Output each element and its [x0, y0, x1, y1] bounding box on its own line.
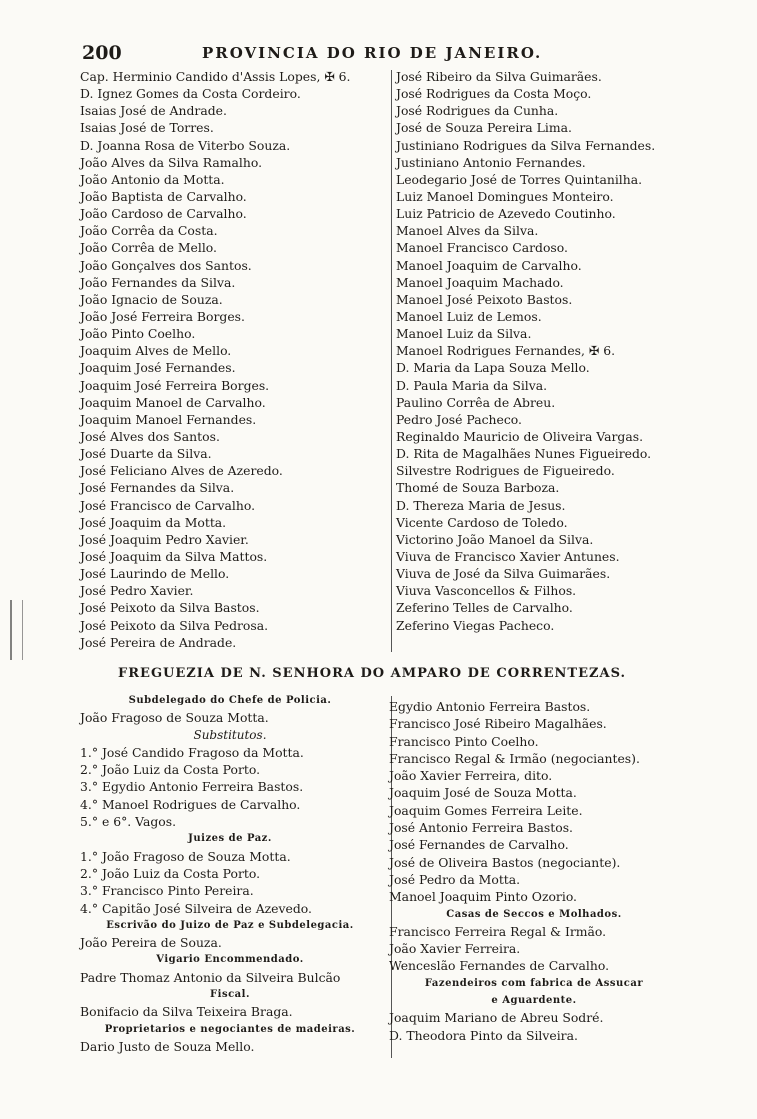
margin-mark [10, 600, 23, 660]
list-item: Paulino Corrêa de Abreu. [396, 394, 556, 410]
vigario-heading: Vigario Encommendado. [156, 954, 304, 966]
page-header [82, 42, 682, 64]
list-item: Manoel Joaquim Machado. [396, 274, 564, 290]
list-item: Manoel Rodrigues Fernandes, ✠ 6. [396, 343, 616, 359]
list-item: Joaquim José de Souza Motta. [389, 785, 577, 801]
juizes-heading: Juizes de Paz. [188, 833, 272, 845]
list-item: João Cardoso de Carvalho. [80, 206, 247, 222]
list-item: Viuva Vasconcellos & Filhos. [396, 583, 577, 599]
list-item: 2.° João Luiz da Costa Porto. [80, 865, 261, 881]
list-item: Viuva de José da Silva Guimarães. [396, 566, 611, 582]
list-item: João Alves da Silva Ramalho. [80, 154, 263, 170]
section-heading: FREGUEZIA DE N. SENHORA DO AMPARO DE CORRENTEZAS. [118, 666, 627, 681]
list-item: Joaquim Manoel de Carvalho. [80, 394, 266, 410]
list-item: 1.° João Fragoso de Souza Motta. [80, 848, 291, 864]
list-item: 3.° Francisco Pinto Pereira. [80, 883, 254, 899]
list-item: Joaquim Manoel Fernandes. [80, 411, 257, 427]
list-item: João Antonio da Motta. [80, 171, 225, 187]
list-item: Manoel Joaquim de Carvalho. [396, 257, 582, 273]
list-item: 1.° José Candido Fragoso da Motta. [80, 744, 304, 760]
list-item: Manoel Alves da Silva. [396, 223, 539, 239]
list-item: José Francisco de Carvalho. [80, 497, 256, 513]
list-item: Joaquim Alves de Mello. [80, 343, 232, 359]
fazendeiros-heading-cont: e Aguardente. [491, 995, 577, 1007]
list-item: José Duarte da Silva. [80, 446, 212, 462]
list-item: D. Paula Maria da Silva. [396, 377, 548, 393]
list-item: Luiz Manoel Domingues Monteiro. [396, 188, 614, 204]
fiscal-heading: Fiscal. [210, 989, 250, 1001]
list-item: José Antonio Ferreira Bastos. [389, 820, 573, 836]
list-item: João José Ferreira Borges. [80, 308, 245, 324]
list-item: Silvestre Rodrigues de Figueiredo. [396, 463, 615, 479]
list-item: João Xavier Ferreira. [389, 941, 521, 957]
list-item: José Joaquim da Motta. [80, 514, 227, 530]
page-number: 200 [82, 42, 122, 64]
list-item: Dario Justo de Souza Mello. [80, 1038, 255, 1054]
list-item: José Pereira de Andrade. [80, 634, 237, 650]
list-item: D. Thereza Maria de Jesus. [396, 497, 566, 513]
list-item: 2.° João Luiz da Costa Porto. [80, 762, 261, 778]
list-item: João Ignacio de Souza. [80, 291, 223, 307]
list-item: Joaquim José Fernandes. [80, 360, 236, 376]
list-item: José Ribeiro da Silva Guimarães. [396, 69, 602, 84]
list-item: 3.° Egydio Antonio Ferreira Bastos. [80, 779, 304, 795]
list-item: Manoel Luiz da Silva. [396, 326, 532, 342]
list-item: Zeferino Viegas Pacheco. [396, 617, 555, 633]
list-item: Manoel Luiz de Lemos. [396, 308, 542, 324]
list-item: Justiniano Rodrigues da Silva Fernandes. [396, 137, 656, 153]
list-item: Francisco Ferreira Regal & Irmão. [389, 923, 607, 939]
list-item: Egydio Antonio Ferreira Bastos. [389, 699, 591, 714]
list-item: Joaquim Gomes Ferreira Leite. [389, 802, 583, 818]
top-right-column [396, 68, 655, 634]
list-item: João Xavier Ferreira, dito. [389, 768, 553, 784]
list-item: João Baptista de Carvalho. [80, 188, 247, 204]
list-item: João Fernandes da Silva. [80, 274, 236, 290]
list-item: José Pedro da Motta. [389, 871, 521, 887]
list-item: José Peixoto da Silva Bastos. [80, 600, 260, 616]
list-item: D. Joanna Rosa de Viterbo Souza. [80, 137, 291, 153]
list-item: 5.° e 6°. Vagos. [80, 814, 177, 830]
list-item: 4.° Capitão José Silveira de Azevedo. [80, 900, 312, 916]
list-item: 4.° Manoel Rodrigues de Carvalho. [80, 796, 301, 812]
list-item: José Fernandes da Silva. [80, 480, 235, 496]
list-item: João Pinto Coelho. [80, 326, 196, 342]
subdelegado-heading: Subdelegado do Chefe de Policia. [128, 695, 332, 706]
list-item: Zeferino Telles de Carvalho. [396, 600, 573, 616]
list-item: Justiniano Antonio Fernandes. [396, 154, 586, 170]
list-item: Joaquim José Ferreira Borges. [80, 377, 270, 393]
list-item: Manoel Francisco Cardoso. [396, 240, 568, 256]
list-item: Reginaldo Mauricio de Oliveira Vargas. [396, 428, 644, 444]
list-item: José Pedro Xavier. [80, 583, 194, 599]
list-item: João Gonçalves dos Santos. [80, 257, 252, 273]
list-item: D. Theodora Pinto da Silveira. [389, 1027, 578, 1043]
list-item: Leodegario José de Torres Quintanilha. [396, 171, 643, 187]
list-item: Victorino João Manoel da Silva. [396, 531, 594, 547]
list-item: D. Ignez Gomes da Costa Cordeiro. [80, 86, 301, 102]
list-item: José Rodrigues da Costa Moço. [396, 86, 592, 102]
list-item: Joaquim Mariano de Abreu Sodré. [389, 1010, 604, 1026]
subdelegado-name: João Fragoso de Souza Motta. [80, 710, 269, 726]
list-item: D. Maria da Lapa Souza Mello. [396, 360, 590, 376]
running-title: PROVINCIA DO RIO DE JANEIRO. [202, 44, 543, 62]
escrivao-heading: Escrivão do Juizo de Paz e Subdelegacia. [106, 919, 354, 931]
column-divider-top [391, 70, 392, 652]
list-item: Manoel Joaquim Pinto Ozorio. [389, 889, 577, 905]
list-item: Vicente Cardoso de Toledo. [396, 514, 568, 530]
list-item: José Peixoto da Silva Pedrosa. [80, 617, 269, 633]
list-item: José Rodrigues da Cunha. [396, 103, 559, 119]
list-item: Manoel José Peixoto Bastos. [396, 291, 573, 307]
list-item: Thomé de Souza Barboza. [396, 480, 560, 496]
list-item: José Alves dos Santos. [80, 428, 220, 444]
list-item: Pedro José Pacheco. [396, 411, 522, 427]
fazendeiros-heading: Fazendeiros com fabrica de Assucar [424, 977, 644, 989]
list-item: José Joaquim Pedro Xavier. [80, 531, 249, 547]
bottom-left-column [80, 692, 380, 1055]
list-item: João Corrêa de Mello. [80, 240, 217, 256]
list-item: Viuva de Francisco Xavier Antunes. [396, 548, 620, 564]
list-item: Isaias José de Andrade. [80, 103, 227, 119]
list-item: Francisco Regal & Irmão (negociantes). [389, 750, 640, 766]
list-item: D. Rita de Magalhães Nunes Figueiredo. [396, 446, 652, 462]
list-item: José de Oliveira Bastos (negociante). [389, 854, 621, 870]
substitutos-heading: Substitutos. [193, 727, 267, 742]
list-item: José de Souza Pereira Lima. [396, 120, 572, 136]
list-item: Francisco Pinto Coelho. [389, 733, 539, 749]
vigario-name: Padre Thomaz Antonio da Silveira Bulcão [80, 969, 341, 985]
list-item: Francisco José Ribeiro Magalhães. [389, 716, 607, 732]
bottom-right-column [389, 698, 679, 1044]
list-item: Wenceslão Fernandes de Carvalho. [389, 958, 610, 974]
list-item: José Laurindo de Mello. [80, 566, 230, 582]
fiscal-name: Bonifacio da Silva Teixeira Braga. [80, 1004, 293, 1020]
list-item: Luiz Patricio de Azevedo Coutinho. [396, 206, 616, 222]
escrivao-name: João Pereira de Souza. [80, 935, 222, 951]
casas-heading: Casas de Seccos e Molhados. [446, 908, 622, 920]
list-item: José Fernandes de Carvalho. [389, 837, 569, 853]
list-item: José Feliciano Alves de Azeredo. [80, 463, 283, 479]
list-item: João Corrêa da Costa. [80, 223, 218, 239]
list-item: Cap. Herminio Candido d'Assis Lopes, ✠ 6. [80, 69, 351, 84]
list-item: Isaias José de Torres. [80, 120, 214, 136]
top-left-column [80, 68, 350, 651]
list-item: José Joaquim da Silva Mattos. [80, 548, 268, 564]
proprietarios-heading: Proprietarios e negociantes de madeiras. [104, 1023, 356, 1035]
